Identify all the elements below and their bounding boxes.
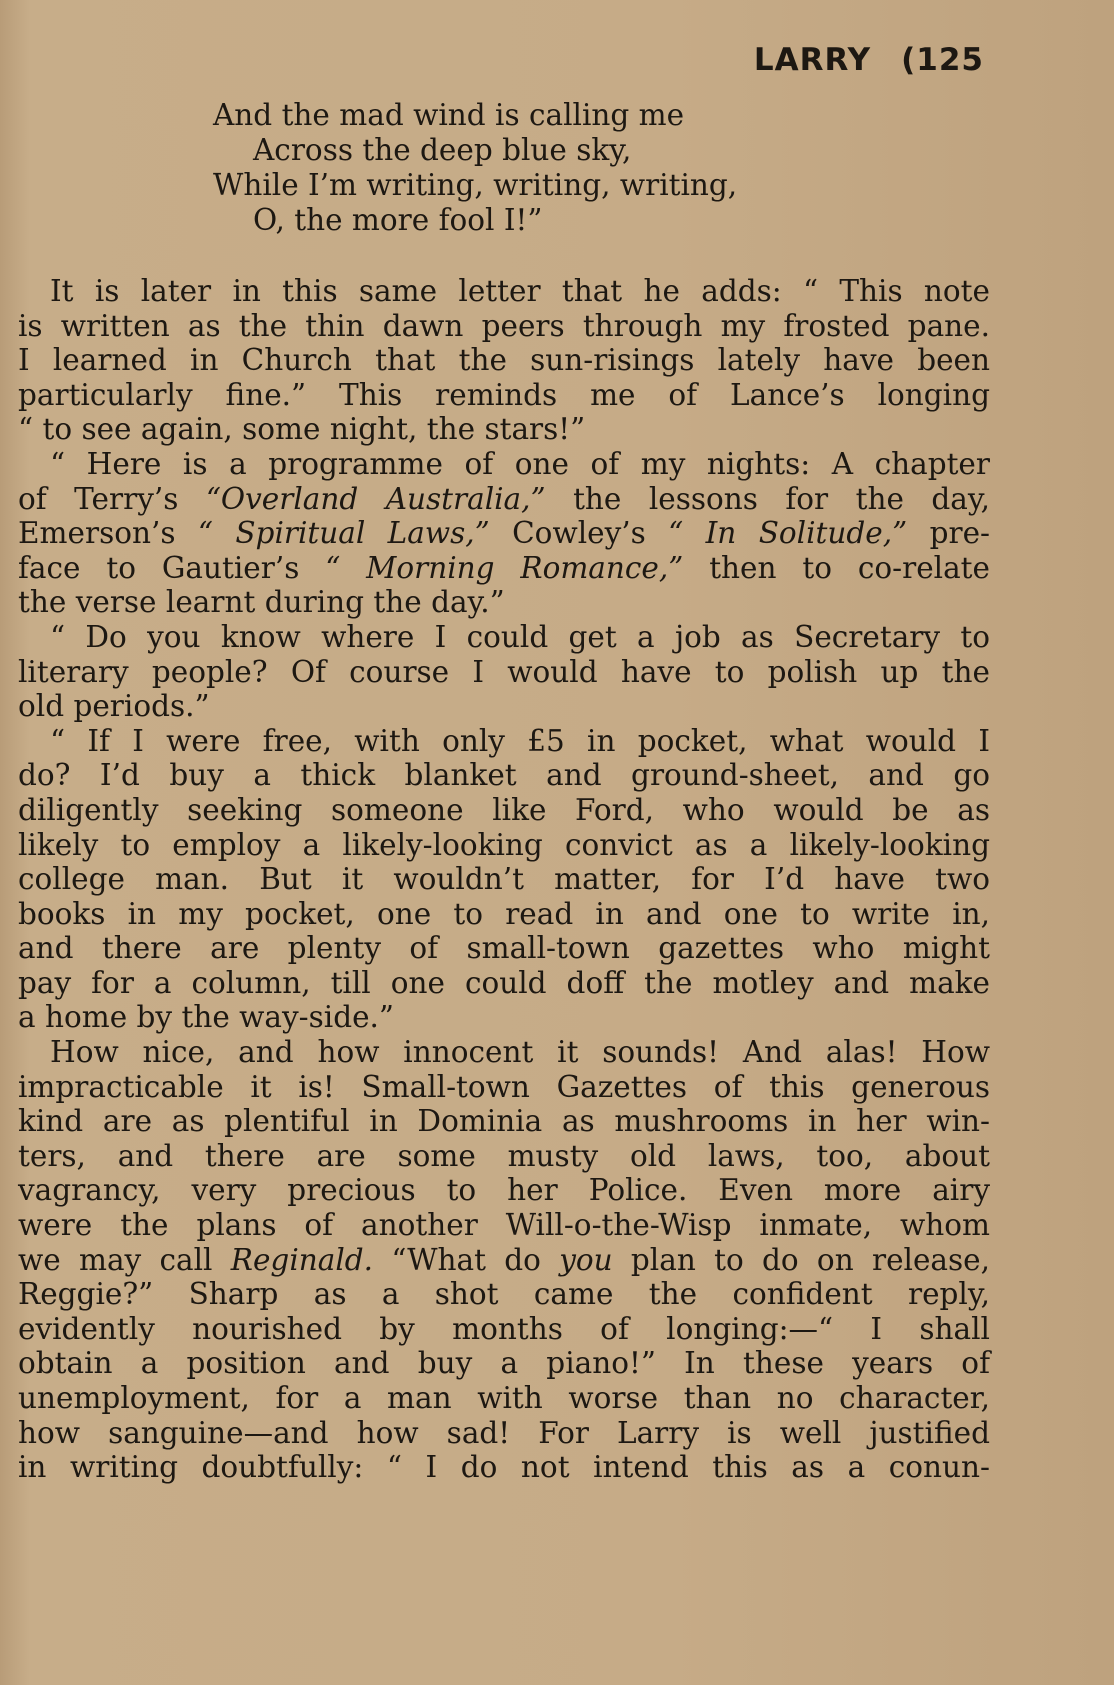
text-run: in writing doubtfully: “ I do not intend this as a conun- [18, 1450, 990, 1485]
text-run: “ Here is a programme of one of my nights: A chapter [50, 446, 990, 481]
text-run: particularly fine.” This reminds me of Lance’s longing [18, 377, 990, 412]
text-line [18, 689, 990, 724]
text-run: “ If I were free, with only £5 in pocket, what would I [50, 723, 990, 758]
text-run: I learned in Church that the sun-risings lately have been [18, 343, 990, 378]
text-line [18, 343, 990, 378]
poem-line: Across the deep blue sky, [253, 133, 632, 167]
italic-title: “Overland Australia,” [205, 481, 546, 516]
text-line [18, 447, 990, 482]
text-run: pre- [907, 516, 990, 551]
text-line [18, 274, 990, 309]
text-run: It is later in this same letter that he adds: “ This note [50, 274, 990, 308]
text-run: diligently seeking someone like Ford, who would be as [18, 792, 990, 827]
text-run: do? I’d buy a thick blanket and ground-sheet, and go [18, 758, 990, 793]
italic-title: you [559, 1242, 613, 1277]
text-run: the verse learnt during the day.” [18, 585, 505, 620]
text-line [18, 966, 990, 1001]
italic-title: “ In Solitude,” [668, 516, 908, 551]
text-line [18, 412, 990, 447]
text-run: how sanguine—and how sad! For Larry is well justified [18, 1415, 990, 1450]
text-line [18, 655, 990, 690]
text-run: we may call [18, 1242, 231, 1277]
body-text [18, 274, 990, 1485]
text-run: literary people? Of course I would have to polish up the [18, 654, 990, 689]
text-line [18, 1139, 990, 1174]
running-title: LARRY [753, 42, 872, 78]
text-line [18, 309, 990, 344]
text-run: were the plans of another Will-o-the-Wisp inmate, whom [18, 1208, 990, 1243]
text-line [18, 931, 990, 966]
text-run: and there are plenty of small-town gazettes who might [18, 931, 990, 966]
text-run: books in my pocket, one to read in and one to write in, [18, 896, 990, 931]
text-line [18, 862, 990, 897]
text-run: evidently nourished by months of longing:—“ I shall [18, 1311, 990, 1346]
text-line [18, 828, 990, 863]
text-run: the lessons for the day, [545, 481, 990, 516]
text-line [18, 1104, 990, 1139]
text-line [18, 1312, 990, 1347]
text-line [18, 378, 990, 413]
italic-title: Reginald. [230, 1242, 374, 1277]
text-run: unemployment, for a man with worse than no character, [18, 1381, 990, 1415]
text-line [18, 1000, 990, 1035]
poem-line: O, the more fool I!” [253, 203, 543, 237]
text-run: college man. But it wouldn’t matter, for I’d have two [18, 862, 990, 897]
text-line [18, 585, 990, 620]
text-line [18, 724, 990, 759]
running-header [754, 42, 984, 78]
text-line [18, 516, 990, 551]
text-run: old periods.” [18, 689, 210, 724]
text-run: How nice, and how innocent it sounds! And alas! How [50, 1035, 990, 1070]
text-line [18, 1416, 990, 1451]
text-run: “What do [373, 1242, 560, 1277]
text-line [18, 1346, 990, 1381]
italic-title: “ Spiritual Laws,” [197, 516, 490, 551]
text-line [18, 793, 990, 828]
text-line [18, 897, 990, 932]
poem-line: While I’m writing, writing, writing, [213, 168, 738, 202]
text-run: vagrancy, very precious to her Police. Even more airy [18, 1173, 990, 1208]
text-line [18, 620, 990, 655]
text-line [18, 1070, 990, 1105]
italic-title: “ Morning Romance,” [325, 550, 684, 585]
text-line [18, 758, 990, 793]
text-run: Reggie?” Sharp as a shot came the confident reply, [18, 1277, 990, 1312]
text-run: “ to see again, some night, the stars!” [18, 412, 586, 447]
poem-stanza [213, 98, 737, 238]
text-run: then to co-relate [683, 550, 990, 585]
text-run: a home by the way-side.” [18, 1000, 394, 1035]
text-line [18, 1173, 990, 1208]
text-run: obtain a position and buy a piano!” In these years of [18, 1346, 990, 1381]
text-run: of Terry’s [18, 481, 206, 516]
text-line [18, 482, 990, 517]
text-line [18, 1450, 990, 1485]
text-run: plan to do on release, [612, 1242, 990, 1277]
text-run: face to Gautier’s [18, 550, 326, 585]
text-run: likely to employ a likely-looking convict as a likely-looking [18, 827, 990, 862]
text-run: is written as the thin dawn peers through my frosted pane. [18, 308, 990, 343]
text-run: Cowley’s [489, 516, 669, 551]
text-run: Emerson’s [18, 516, 198, 551]
poem-line: And the mad wind is calling me [213, 98, 685, 132]
text-line [18, 1035, 990, 1070]
text-line [18, 1243, 990, 1278]
text-line [18, 551, 990, 586]
text-run: kind are as plentiful in Dominia as mushrooms in her win- [18, 1104, 990, 1139]
text-line [18, 1208, 990, 1243]
page-number: (125 [901, 42, 984, 78]
text-run: ters, and there are some musty old laws, too, about [18, 1138, 990, 1173]
text-run: “ Do you know where I could get a job as Secretary to [50, 619, 990, 654]
text-run: impracticable it is! Small-town Gazettes of this generous [18, 1069, 990, 1104]
text-line [18, 1277, 990, 1312]
text-run: pay for a column, till one could doff the motley and make [18, 965, 990, 1000]
text-line [18, 1381, 990, 1416]
